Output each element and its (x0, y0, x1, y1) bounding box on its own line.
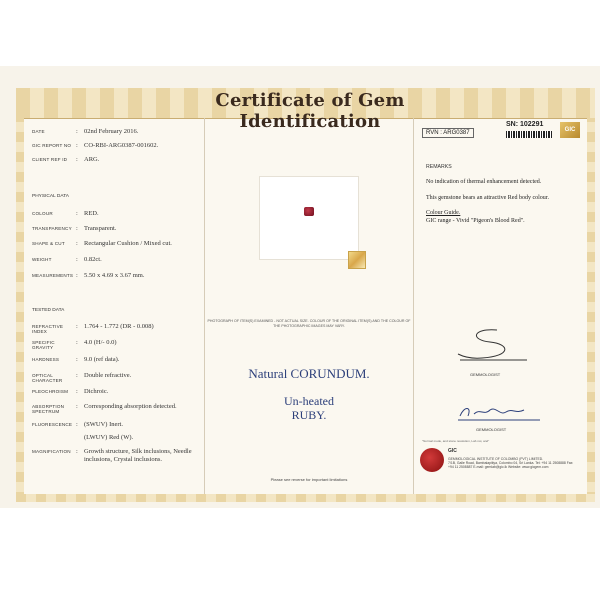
row-specific-gravity: SPECIFIC GRAVITY : 4.0 (H/- 0.0) (32, 339, 117, 350)
rvn-box: RVN : ARG0387 (422, 128, 474, 138)
gic-range: GIC range - Vivid "Pigeon's Blood Red". (426, 218, 525, 224)
decorative-border-right (587, 118, 595, 502)
institute-contact: 7/1B, Galle Road, Bambalapitiya, Colombo 04, Sri Lanka. Tel: +94 11 2508888 Fax: +94 11 2508887 E-mail: gemlab@gic.lk Website: www.gicgem.com (448, 461, 574, 470)
institute-short-name: GIC (448, 448, 457, 454)
wax-seal (420, 448, 444, 472)
row-measurements: MEASUREMENTS : 5.50 x 4.69 x 3.67 mm. (32, 272, 145, 279)
photo-panel (205, 118, 413, 494)
gem-photograph (259, 176, 359, 260)
reverse-limitations-note: Please see reverse for important limitations (270, 477, 348, 482)
gic-logo: GIC (560, 122, 580, 138)
signature-2 (454, 402, 544, 424)
details-panel (24, 118, 204, 494)
remark-thermal: No indication of thermal enhancement detected. (426, 179, 542, 185)
row-fluorescence-sw: FLUORESCENCE : (SWUV) Inert. (32, 421, 123, 428)
row-report-no: GIC REPORT NO : CO-RBI-ARG0387-001602. (32, 142, 159, 149)
gemmologist-label-2: GEMMOLOGIST (476, 427, 507, 432)
row-pleochroism: PLEOCHROISM : Dichroic. (32, 388, 109, 395)
gem-variety (205, 394, 413, 422)
row-date: DATE : 02nd February 2016. (32, 128, 139, 135)
signature-1 (452, 326, 532, 366)
row-hardness: HARDNESS : 9.0 (ref data). (32, 356, 120, 363)
gemmologist-label-1: GEMMOLOGIST (470, 372, 501, 377)
decorative-border-bottom (16, 494, 595, 502)
decorative-border-left (16, 118, 24, 502)
variety-name: RUBY. (291, 408, 327, 422)
row-fluorescence-lw: (LWUV) Red (W). (84, 434, 134, 441)
row-client-ref: CLIENT REF ID : ARG. (32, 156, 100, 163)
serial-number: SN: 102291 (506, 121, 544, 128)
colour-guide-heading: Colour Guide. (426, 210, 461, 216)
row-colour: COLOUR : RED. (32, 210, 99, 217)
photo-disclaimer: PHOTOGRAPH OF ITEM(S) EXAMINED - NOT ACTUAL SIZE. COLOUR OF THE ORIGINAL ITEM(S) AND THE COLOUR OF THE PHOTOGRAPHIC IMAGES MAY VARY. (207, 319, 411, 328)
row-optical-character: OPTICAL CHARACTER : Double refractive. (32, 372, 132, 383)
row-refractive-index: REFRACTIVE INDEX : 1.764 - 1.772 (DR - 0.008) (32, 323, 154, 334)
section-tested-data: TESTED DATA (32, 308, 65, 313)
fine-print: "Normal mode, and stone resolution, Lab not, and" (422, 439, 490, 443)
section-physical-data: PHYSICAL DATA (32, 194, 69, 199)
row-weight: WEIGHT : 0.82ct. (32, 256, 102, 263)
remark-colour: This gemstone bears an attractive Red body colour. (426, 195, 549, 201)
row-shape-cut: SHAPE & CUT : Rectangular Cushion / Mixed cut. (32, 240, 172, 247)
remarks-heading: REMARKS (426, 164, 452, 170)
hologram-sticker (348, 251, 366, 269)
institute-address (448, 457, 578, 470)
ruby-gem-image (304, 207, 314, 216)
treatment-status: Un-heated (284, 394, 334, 408)
institute-name: GEMMOLOGICAL INSTITUTE OF COLOMBO (PVT) LIMITED. (448, 457, 544, 461)
barcode (506, 131, 552, 138)
row-magnification: MAGNIFICATION : Growth structure, Silk inclusions, Needle inclusions, Crystal inclusions. (32, 448, 192, 463)
row-absorption-spectrum: ABSORPTION SPECTRUM : Corresponding absorption detected. (32, 403, 177, 414)
certificate-title: Certificate of Gem Identification (215, 90, 405, 132)
row-transparency: TRANSPARENCY : Transparent. (32, 225, 117, 232)
remarks-panel (414, 118, 587, 494)
gem-species: Natural CORUNDUM. (248, 366, 370, 381)
